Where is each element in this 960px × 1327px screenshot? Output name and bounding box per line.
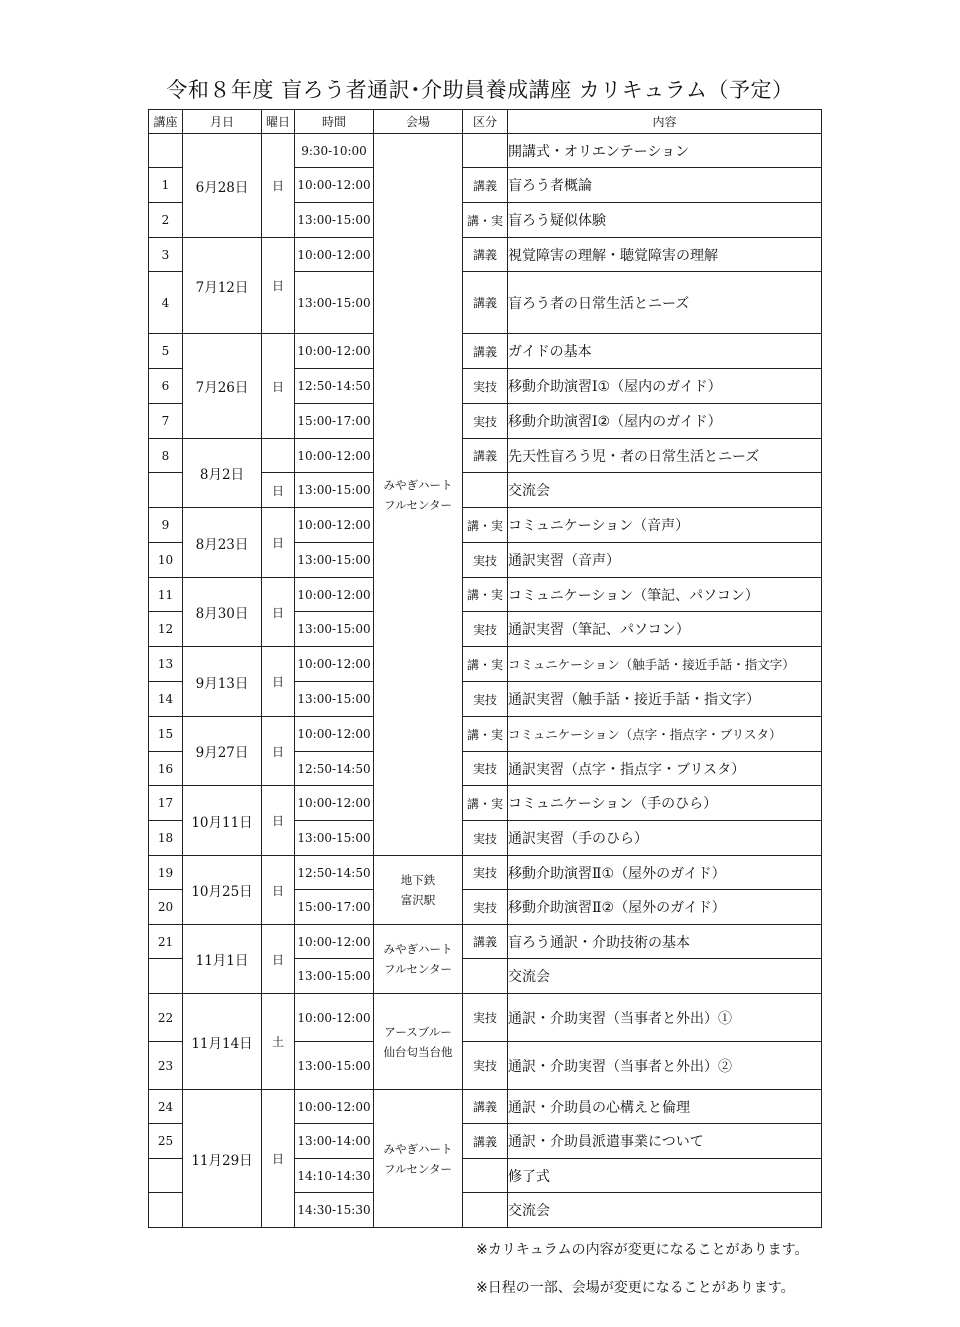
session-content: コミュニケーション（手のひら）: [508, 786, 822, 821]
session-content: 修了式: [508, 1159, 822, 1193]
session-venue: 地下鉄 富沢駅: [374, 856, 463, 925]
session-date: 8月30日: [183, 578, 262, 647]
session-time: 12:50-14:50: [295, 856, 374, 890]
session-content: 通訳・介助員の心構えと倫理: [508, 1090, 822, 1124]
session-date: 7月26日: [183, 334, 262, 439]
session-number: 1: [149, 168, 183, 203]
session-content: 移動介助演習Ⅰ①（屋内のガイド）: [508, 369, 822, 404]
session-number: 11: [149, 578, 183, 612]
session-date: 11月29日: [183, 1090, 262, 1228]
session-number: 12: [149, 612, 183, 647]
session-time: 13:00-15:00: [295, 821, 374, 856]
session-kubun: 実技: [463, 821, 508, 856]
session-number: 19: [149, 856, 183, 890]
footnote-curriculum-change: ※カリキュラムの内容が変更になることがあります。: [476, 1242, 809, 1258]
session-number: [149, 1159, 183, 1193]
session-content: 通訳実習（点字・指点字・ブリスタ）: [508, 752, 822, 786]
session-day: 日: [262, 856, 295, 925]
session-day: 日: [262, 717, 295, 786]
session-day: 日: [262, 238, 295, 334]
session-number: [149, 473, 183, 508]
session-kubun: 実技: [463, 543, 508, 578]
session-time: 12:50-14:50: [295, 752, 374, 786]
session-kubun: 講・実: [463, 717, 508, 752]
session-number: 6: [149, 369, 183, 404]
session-content: 開講式・オリエンテーション: [508, 134, 822, 168]
session-kubun: 講義: [463, 168, 508, 203]
session-day: 日: [262, 334, 295, 439]
session-day: 日: [262, 508, 295, 578]
table-row: [149, 994, 822, 1042]
session-date: 11月14日: [183, 994, 262, 1090]
session-content: 交流会: [508, 959, 822, 994]
session-kubun: 実技: [463, 890, 508, 925]
session-kubun: 実技: [463, 369, 508, 404]
session-kubun: 講義: [463, 334, 508, 369]
session-kubun: [463, 473, 508, 508]
table-row: [149, 786, 822, 821]
session-number: 2: [149, 203, 183, 238]
header-no: 講座: [149, 110, 183, 134]
session-number: 5: [149, 334, 183, 369]
session-time: 10:00-12:00: [295, 334, 374, 369]
session-time: 12:50-14:50: [295, 369, 374, 404]
session-kubun: 実技: [463, 1042, 508, 1090]
session-number: 9: [149, 508, 183, 543]
session-date: 8月2日: [183, 439, 262, 508]
session-number: 20: [149, 890, 183, 925]
session-date: 10月25日: [183, 856, 262, 925]
table-row: [149, 508, 822, 543]
session-kubun: 講・実: [463, 786, 508, 821]
session-content: 通訳・介助実習（当事者と外出）①: [508, 994, 822, 1042]
session-number: 17: [149, 786, 183, 821]
session-number: 10: [149, 543, 183, 578]
session-content: 視覚障害の理解・聴覚障害の理解: [508, 238, 822, 272]
session-kubun: 実技: [463, 682, 508, 717]
session-kubun: [463, 1159, 508, 1193]
header-kubun: 区分: [463, 110, 508, 134]
table-row: [149, 1090, 822, 1124]
session-kubun: 講義: [463, 272, 508, 334]
session-kubun: 講・実: [463, 508, 508, 543]
session-kubun: [463, 959, 508, 994]
session-venue: アースブルー 仙台匂当台他: [374, 994, 463, 1090]
session-number: 23: [149, 1042, 183, 1090]
session-day: 土: [262, 994, 295, 1090]
table-row: [149, 717, 822, 752]
session-content: コミュニケーション（音声）: [508, 508, 822, 543]
session-time: 10:00-12:00: [295, 578, 374, 612]
session-content: 通訳・介助実習（当事者と外出）②: [508, 1042, 822, 1090]
session-content: 通訳・介助員派遣事業について: [508, 1124, 822, 1159]
session-time: 13:00-15:00: [295, 959, 374, 994]
session-time: 13:00-15:00: [295, 473, 374, 508]
table-row: [149, 647, 822, 682]
session-time: 13:00-15:00: [295, 543, 374, 578]
session-number: 16: [149, 752, 183, 786]
session-kubun: 実技: [463, 404, 508, 439]
table-header-row: [149, 110, 822, 134]
session-day: 日: [262, 786, 295, 856]
session-time: 10:00-12:00: [295, 717, 374, 752]
session-time: 15:00-17:00: [295, 890, 374, 925]
session-kubun: 講義: [463, 925, 508, 959]
session-content: コミュニケーション（筆記、パソコン）: [508, 578, 822, 612]
header-date: 月日: [183, 110, 262, 134]
session-day: 日: [262, 473, 295, 508]
session-date: 7月12日: [183, 238, 262, 334]
session-day: 日: [262, 134, 295, 238]
session-time: 13:00-15:00: [295, 1042, 374, 1090]
session-number: [149, 1193, 183, 1228]
footnotes: [476, 1240, 808, 1316]
session-day-blank: [262, 439, 295, 473]
session-number: 21: [149, 925, 183, 959]
session-number: 13: [149, 647, 183, 682]
session-number: 22: [149, 994, 183, 1042]
session-content: 盲ろう通訳・介助技術の基本: [508, 925, 822, 959]
session-date: 10月11日: [183, 786, 262, 856]
session-venue: みやぎハート フルセンター: [374, 925, 463, 994]
session-time: 10:00-12:00: [295, 238, 374, 272]
session-time: 13:00-15:00: [295, 203, 374, 238]
session-time: 10:00-12:00: [295, 994, 374, 1042]
session-content: ガイドの基本: [508, 334, 822, 369]
session-kubun: [463, 1193, 508, 1228]
session-kubun: 講義: [463, 1090, 508, 1124]
session-number: 3: [149, 238, 183, 272]
session-kubun: 実技: [463, 994, 508, 1042]
session-date: 6月28日: [183, 134, 262, 238]
session-kubun: 講・実: [463, 578, 508, 612]
session-number: 14: [149, 682, 183, 717]
session-kubun: 講・実: [463, 203, 508, 238]
session-time: 10:00-12:00: [295, 439, 374, 473]
session-time: 9:30-10:00: [295, 134, 374, 168]
table-row: [149, 134, 822, 168]
table-row: [149, 856, 822, 890]
session-time: 10:00-12:00: [295, 508, 374, 543]
table-row: [149, 578, 822, 612]
session-number: 7: [149, 404, 183, 439]
session-kubun: 講・実: [463, 647, 508, 682]
footnote-schedule-change: ※日程の一部、会場が変更になることがあります。: [476, 1280, 795, 1296]
session-number: 18: [149, 821, 183, 856]
session-content: 盲ろう者の日常生活とニーズ: [508, 272, 822, 334]
session-number: [149, 959, 183, 994]
header-content: 内容: [508, 110, 822, 134]
session-content: 通訳実習（触手話・接近手話・指文字）: [508, 682, 822, 717]
session-content: 移動介助演習Ⅱ②（屋外のガイド）: [508, 890, 822, 925]
session-day: 日: [262, 1090, 295, 1228]
session-time: 10:00-12:00: [295, 168, 374, 203]
session-number: 25: [149, 1124, 183, 1159]
session-day: 日: [262, 647, 295, 717]
session-kubun: 講義: [463, 439, 508, 473]
session-kubun: 実技: [463, 612, 508, 647]
session-kubun: 講義: [463, 1124, 508, 1159]
session-content: 交流会: [508, 473, 822, 508]
table-row: [149, 925, 822, 959]
session-time: 14:10-14:30: [295, 1159, 374, 1193]
session-venue: みやぎハート フルセンター: [374, 134, 463, 856]
table-row: [149, 439, 822, 473]
session-content: 移動介助演習Ⅰ②（屋内のガイド）: [508, 404, 822, 439]
session-time: 13:00-15:00: [295, 272, 374, 334]
header-day: 曜日: [262, 110, 295, 134]
session-content: コミュニケーション（触手話・接近手話・指文字）: [508, 647, 822, 682]
table-row: [149, 238, 822, 272]
session-kubun: 実技: [463, 856, 508, 890]
session-date: 8月23日: [183, 508, 262, 578]
session-date: 9月27日: [183, 717, 262, 786]
session-kubun: 実技: [463, 752, 508, 786]
session-number: 8: [149, 439, 183, 473]
session-number: 15: [149, 717, 183, 752]
session-time: 14:30-15:30: [295, 1193, 374, 1228]
session-content: 盲ろう者概論: [508, 168, 822, 203]
session-day: 日: [262, 925, 295, 994]
header-venue: 会場: [374, 110, 463, 134]
session-date: 9月13日: [183, 647, 262, 717]
session-content: 交流会: [508, 1193, 822, 1228]
session-time: 13:00-14:00: [295, 1124, 374, 1159]
session-time: 10:00-12:00: [295, 925, 374, 959]
session-content: 通訳実習（手のひら）: [508, 821, 822, 856]
session-content: 通訳実習（筆記、パソコン）: [508, 612, 822, 647]
session-time: 13:00-15:00: [295, 612, 374, 647]
session-time: 10:00-12:00: [295, 647, 374, 682]
session-kubun: 講義: [463, 238, 508, 272]
session-date: 11月1日: [183, 925, 262, 994]
session-content: コミュニケーション（点字・指点字・ブリスタ）: [508, 717, 822, 752]
session-day: 日: [262, 578, 295, 647]
session-time: 13:00-15:00: [295, 682, 374, 717]
session-time: 10:00-12:00: [295, 1090, 374, 1124]
session-time: 15:00-17:00: [295, 404, 374, 439]
session-content: 通訳実習（音声）: [508, 543, 822, 578]
header-time: 時間: [295, 110, 374, 134]
curriculum-table: [148, 109, 822, 1228]
session-number: 4: [149, 272, 183, 334]
session-content: 先天性盲ろう児・者の日常生活とニーズ: [508, 439, 822, 473]
session-content: 移動介助演習Ⅱ①（屋外のガイド）: [508, 856, 822, 890]
session-venue: みやぎハート フルセンター: [374, 1090, 463, 1228]
session-time: 10:00-12:00: [295, 786, 374, 821]
session-number: 24: [149, 1090, 183, 1124]
session-kubun: [463, 134, 508, 168]
page-title: 令和８年度 盲ろう者通訳･介助員養成講座 カリキュラム（予定）: [166, 78, 794, 102]
session-number: [149, 134, 183, 168]
table-row: [149, 334, 822, 369]
session-content: 盲ろう疑似体験: [508, 203, 822, 238]
